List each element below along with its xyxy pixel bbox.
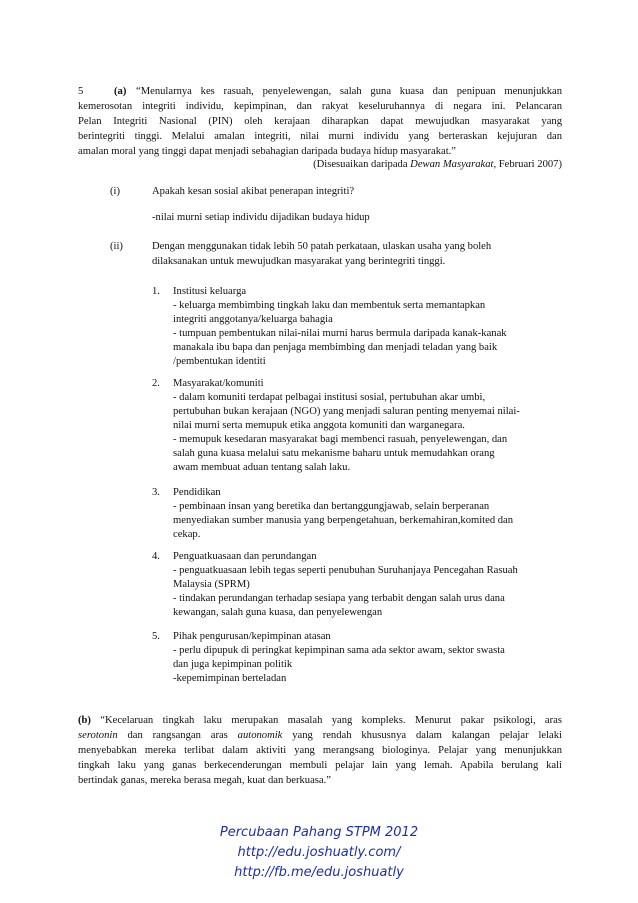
item-line: - keluarga membimbing tingkah laku dan membentuk serta memantapkan [173, 300, 486, 311]
item-title: Penguatkuasaan dan perundangan [173, 551, 317, 562]
item-line: /pembentukan identiti [173, 356, 266, 367]
passage-line-5: amalan moral yang tinggi dapat menjadi sebahagian daripada budaya hidup masyarakat.” [78, 146, 456, 157]
item-title: Institusi keluarga [173, 286, 247, 297]
item-line: cekap. [173, 529, 201, 540]
passage-line-1: 5 (a) “Menularnya kes rasuah, penyelewengan, salah guna kuasa dan penipuan menunjukkan [78, 85, 562, 99]
sub-question-answer: -nilai murni setiap individu dijadikan budaya hidup [152, 212, 370, 223]
item-line: nilai murni serta memupuk etika anggota komuniti dan warganegara. [173, 420, 465, 431]
part-b-label: (b) [78, 715, 91, 726]
footer-link-facebook[interactable]: http://fb.me/edu.joshuatly [234, 865, 404, 880]
item-line: salah guna kuasa melalui satu mekanisme baharu untuk memudahkan orang [173, 448, 495, 459]
item-line: integriti anggotanya/keluarga bahagia [173, 314, 333, 325]
source-title: Dewan Masyarakat [410, 159, 494, 170]
item-line: pertubuhan bukan kerajaan (NGO) yang menjadi saluran penting menyemai nilai- [173, 406, 520, 417]
item-number: 1. [152, 286, 160, 297]
item-line: - tindakan perundangan terhadap sesiapa yang terbabit dengan salah urus dana [173, 593, 505, 604]
part-b-line-5: bertindak ganas, mereka berasa megah, kuat dan berkuasa.” [78, 775, 331, 786]
item-line: manakala ibu bapa dan penjaga membimbing dan menjadi teladan yang baik [173, 342, 498, 353]
item-line: kewangan, salah guna kuasa, dan penyelewengan [173, 607, 383, 618]
item-line: - memupuk kesedaran masyarakat bagi membenci rasuah, penyelewengan, dan [173, 434, 508, 445]
sub-question-text-line: dilaksanakan untuk mewujudkan masyarakat yang berintegriti tinggi. [152, 256, 446, 267]
item-line: - perlu dipupuk di peringkat kepimpinan sama ada sektor awam, sektor swasta [173, 645, 505, 656]
item-line: Malaysia (SPRM) [173, 579, 250, 590]
part-b-line-1: (b) “Kecelaruan tingkah laku merupakan masalah yang kompleks. Menurut pakar psikologi, aras [78, 715, 562, 726]
passage-line-4: berintegriti tinggi. Melalui amalan integriti, nilai murni individu yang berteraskan kejujuran dan [78, 131, 562, 142]
item-number: 4. [152, 551, 160, 562]
sub-question-label: (i) [110, 186, 120, 197]
item-title: Pendidikan [173, 487, 221, 498]
item-number: 2. [152, 378, 160, 389]
sub-question-text: Apakah kesan sosial akibat penerapan integriti? [152, 186, 355, 197]
item-line: -kepemimpinan berteladan [173, 673, 287, 684]
part-a-label: (a) [114, 86, 127, 97]
passage-source: (Disesuaikan daripada Dewan Masyarakat, Februari 2007) [313, 159, 562, 170]
item-number: 5. [152, 631, 160, 642]
part-b-line-4: tingkah laku yang ganas berkecenderungan membuli pelajar lain yang lemah. Apabila berulang kali [78, 760, 562, 771]
item-line: - dalam komuniti terdapat pelbagai institusi sosial, pertubuhan akar umbi, [173, 392, 486, 403]
part-b-line-2: serotonin dan rangsangan aras autonomik yang rendah khususnya dalam kalangan pelajar lelaki [78, 730, 562, 741]
sub-question-label: (ii) [110, 241, 123, 252]
item-line: - tumpuan pembentukan nilai-nilai murni harus bermula daripada kanak-kanak [173, 328, 507, 339]
item-line: menyediakan sumber manusia yang berpengetahuan, berkemahiran,komited dan [173, 515, 514, 526]
passage-line-3: Pelan Integriti Nasional (PIN) oleh kerajaan diharapkan dapat mewujudkan masyarakat yang [78, 116, 562, 127]
question-number: 5 [78, 86, 84, 97]
footer-link-site[interactable]: http://edu.joshuatly.com/ [237, 845, 401, 860]
item-line: - penguatkuasaan lebih tegas seperti penubuhan Suruhanjaya Pencegahan Rasuah [173, 565, 518, 576]
item-line: - pembinaan insan yang beretika dan bertanggungjawab, selain berperanan [173, 501, 490, 512]
item-line: dan juga kepimpinan politik [173, 659, 293, 670]
item-title: Masyarakat/komuniti [173, 378, 264, 389]
term-autonomik: autonomik [237, 730, 283, 741]
passage-line-2: kemerosotan integriti individu, kepimpinan, dan rakyat keseluruhannya di negara ini. Pelancaran [78, 101, 562, 112]
term-serotonin: serotonin [78, 730, 118, 741]
item-title: Pihak pengurusan/kepimpinan atasan [173, 631, 331, 642]
item-line: awam membuat aduan tentang salah laku. [173, 462, 351, 473]
footer-title: Percubaan Pahang STPM 2012 [219, 825, 419, 840]
item-number: 3. [152, 487, 160, 498]
part-b-line-3: menyebabkan mereka terlibat dalam aktiviti yang merangsang biologinya. Pelajar yang menunjukkan [78, 745, 562, 756]
sub-question-text-line: Dengan menggunakan tidak lebih 50 patah perkataan, ulaskan usaha yang boleh [152, 241, 492, 252]
